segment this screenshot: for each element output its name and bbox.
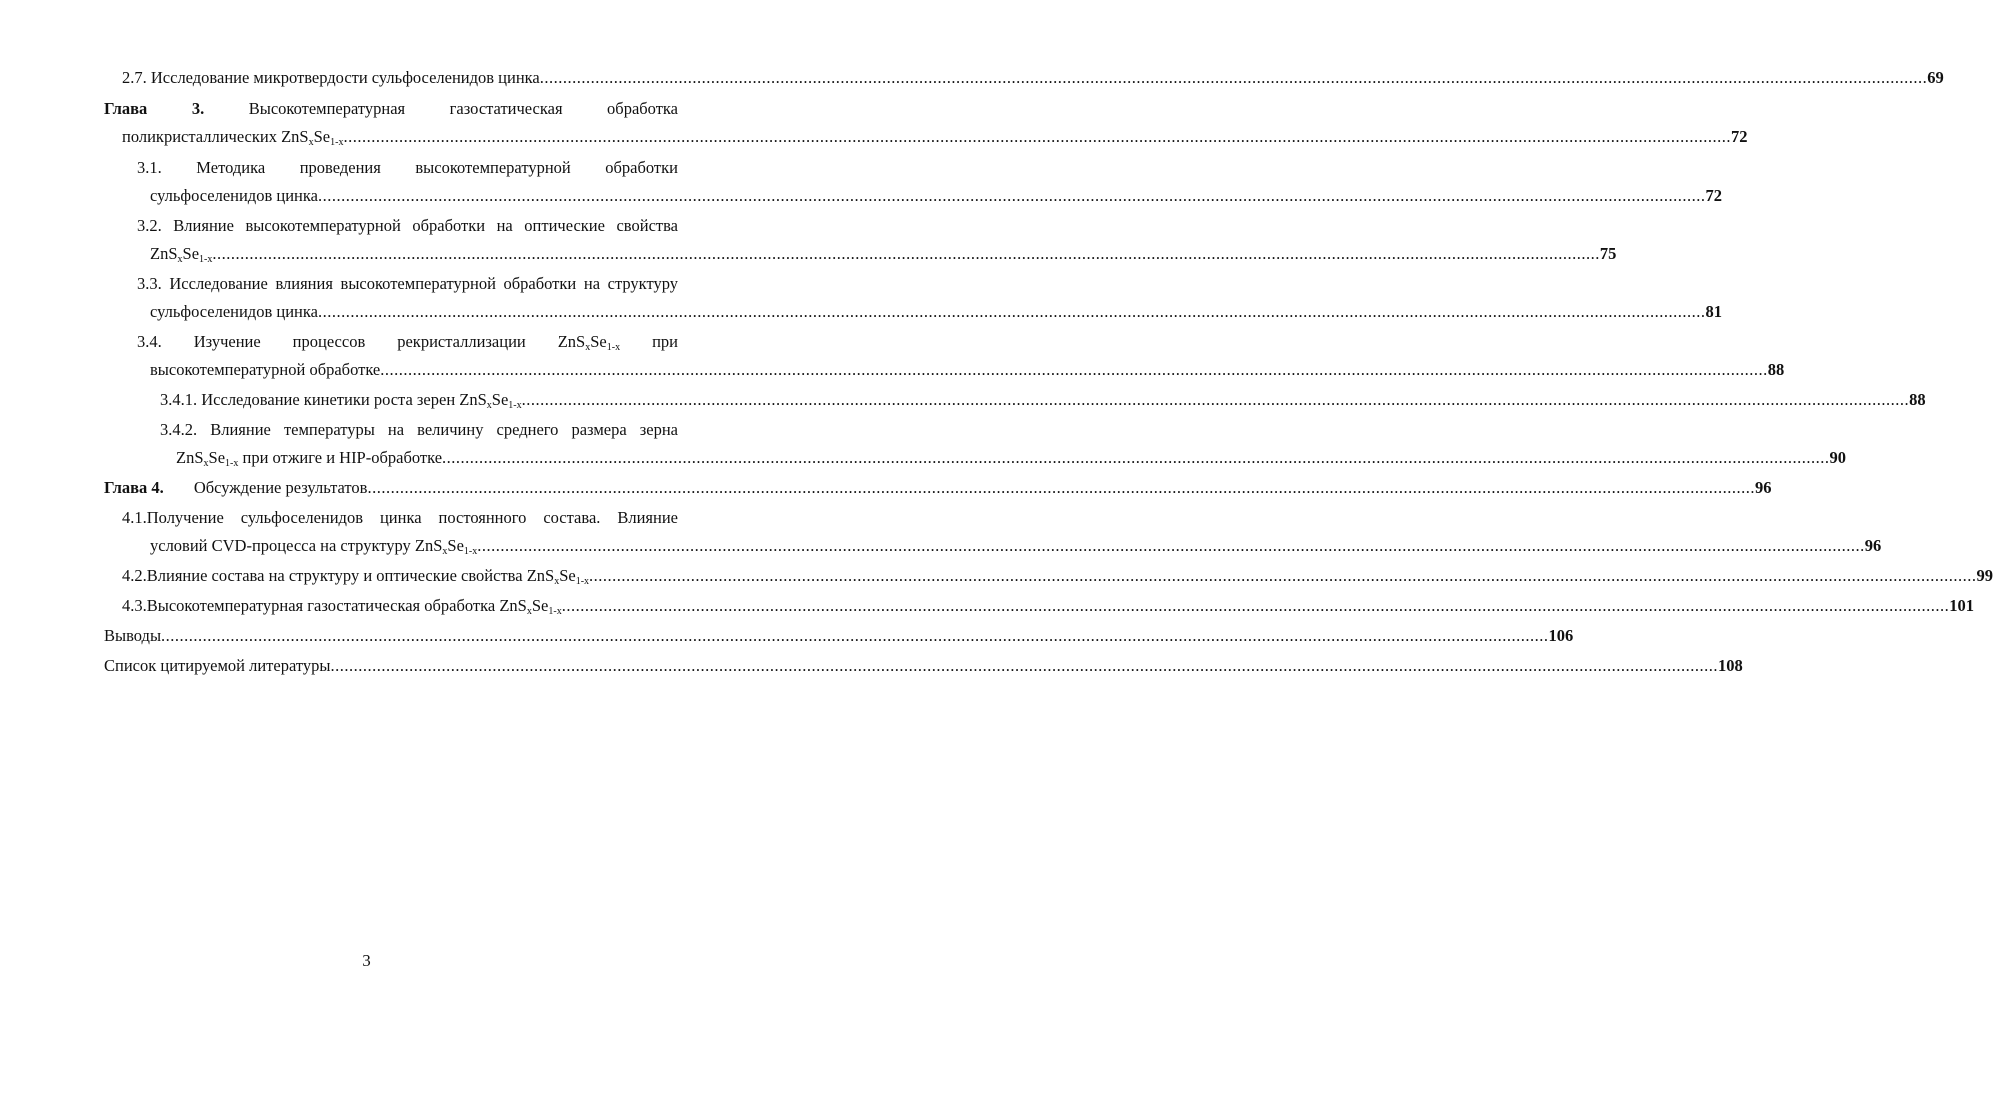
toc-page-number: 88 [1909, 390, 1926, 409]
toc-entry-3-4-line1: 3.4. Изучение процессов рекристаллизации $ZnS_xSe_{1-x}$ при [137, 332, 678, 353]
toc-entry-text: 4.2.Влияние состава на структуру и оптические свойства $ZnS_xSe_{1-x}$ [122, 566, 590, 587]
toc-page-number: 72 [1705, 186, 1722, 205]
toc-entry-text: условий CVD-процесса на структуру $ZnS_xSe_{1-x}$ [150, 536, 478, 557]
toc-page-number: 108 [1717, 656, 1743, 675]
dot-leader: ............................................................................................................................................................................................................................................................................................................ [589, 566, 1977, 585]
dot-leader: ............................................................................................................................................................................................................................................................................................................ [212, 244, 1600, 263]
toc-entry-3-4-2-line1: 3.4.2. Влияние температуры на величину среднего размера зерна [160, 420, 678, 439]
toc-page-number: 99 [1976, 566, 1993, 585]
toc-page-number: 101 [1949, 596, 1974, 615]
toc-entry-text: $ZnS_xSe_{1-x}$ при отжиге и HIP-обработке [176, 448, 443, 469]
toc-entry-text: поликристаллических $ZnS_xSe_{1-x}$ [122, 127, 344, 148]
toc-entry-4-2 [122, 565, 1993, 587]
toc-page-number: 81 [1705, 302, 1722, 321]
toc-entry-text: Список цитируемой литературы [104, 656, 331, 675]
dot-leader: ............................................................................................................................................................................................................................................................................................................ [561, 596, 1950, 615]
toc-entry-3-3-line1: 3.3. Исследование влияния высокотемпературной обработки на структуру [137, 274, 678, 293]
toc-chapter-3-line1 [104, 98, 678, 120]
toc-page-number: 96 [1864, 536, 1882, 555]
toc-entry-3-2-line1: 3.2. Влияние высокотемпературной обработки на оптические свойства [137, 216, 678, 235]
toc-entry-text: сульфоселенидов цинка [150, 186, 318, 205]
toc-entry-3-4-2-line2 [176, 447, 1847, 469]
toc-chapter-3-line2 [122, 126, 1748, 148]
dot-leader: ............................................................................................................................................................................................................................................................................................................ [317, 302, 1706, 321]
toc-entry-4-3 [122, 595, 1974, 617]
toc-entry-text: 2.7. Исследование микротвердости сульфоселенидов цинка [122, 68, 540, 87]
toc-entry-4-1-line1: 4.1.Получение сульфоселенидов цинка постоянного состава. Влияние [122, 508, 678, 527]
dot-leader: ............................................................................................................................................................................................................................................................................................................ [539, 68, 1928, 87]
toc-page-number: 90 [1829, 448, 1847, 467]
toc-chapter-4 [104, 477, 1772, 499]
toc-entry-3-1-line2 [150, 185, 1722, 207]
dot-leader: ............................................................................................................................................................................................................................................................................................................ [343, 127, 1731, 146]
chapter-title: Обсуждение результатов [193, 478, 368, 497]
chapter-label: Глава 4. [104, 478, 164, 497]
dot-leader: ............................................................................................................................................................................................................................................................................................................ [380, 360, 1768, 379]
toc-entry-text: 4.3.Высокотемпературная газостатическая обработка $ZnS_xSe_{1-x}$ [122, 596, 562, 617]
toc-conclusions [104, 625, 1574, 647]
toc-entry-text: Выводы [104, 626, 162, 645]
chapter-label: Глава 3. [104, 99, 205, 118]
page-number: 3 [362, 951, 371, 970]
dot-leader: ............................................................................................................................................................................................................................................................................................................ [367, 478, 1755, 497]
toc-page-number: 69 [1927, 68, 1944, 87]
dot-leader: ............................................................................................................................................................................................................................................................................................................ [442, 448, 1830, 467]
toc-entry-text: сульфоселенидов цинка [150, 302, 318, 321]
toc-entry-2-7 [122, 67, 1944, 89]
dot-leader: ............................................................................................................................................................................................................................................................................................................ [521, 390, 1910, 409]
toc-entry-4-1-line2 [150, 535, 1882, 557]
toc-entry-text: 3.4.1. Исследование кинетики роста зерен $ZnS_xSe_{1-x}$ [160, 390, 522, 411]
toc-page-number: 96 [1754, 478, 1772, 497]
toc-page-number: 75 [1599, 244, 1617, 263]
dot-leader: ............................................................................................................................................................................................................................................................................................................ [161, 626, 1549, 645]
dot-leader: ............................................................................................................................................................................................................................................................................................................ [317, 186, 1706, 205]
toc-entry-3-4-1 [160, 389, 1926, 411]
dot-leader: ............................................................................................................................................................................................................................................................................................................ [330, 656, 1718, 675]
toc-page-number: 106 [1548, 626, 1574, 645]
dot-leader: ............................................................................................................................................................................................................................................................................................................ [477, 536, 1865, 555]
toc-entry-3-1-line1: 3.1. Методика проведения высокотемпературной обработки [137, 158, 678, 177]
toc-references [104, 655, 1743, 677]
toc-entry-3-4-line2 [150, 359, 1785, 381]
toc-page-number: 72 [1730, 127, 1748, 146]
toc-entry-text: $ZnS_xSe_{1-x}$ [150, 244, 213, 265]
toc-entry-text: высокотемпературной обработке [150, 360, 381, 379]
toc-page-number: 88 [1767, 360, 1785, 379]
toc-entry-3-2-line2 [150, 243, 1617, 265]
toc-entry-3-3-line2 [150, 301, 1722, 323]
chapter-title: Высокотемпературная газостатическая обработка [248, 99, 678, 118]
